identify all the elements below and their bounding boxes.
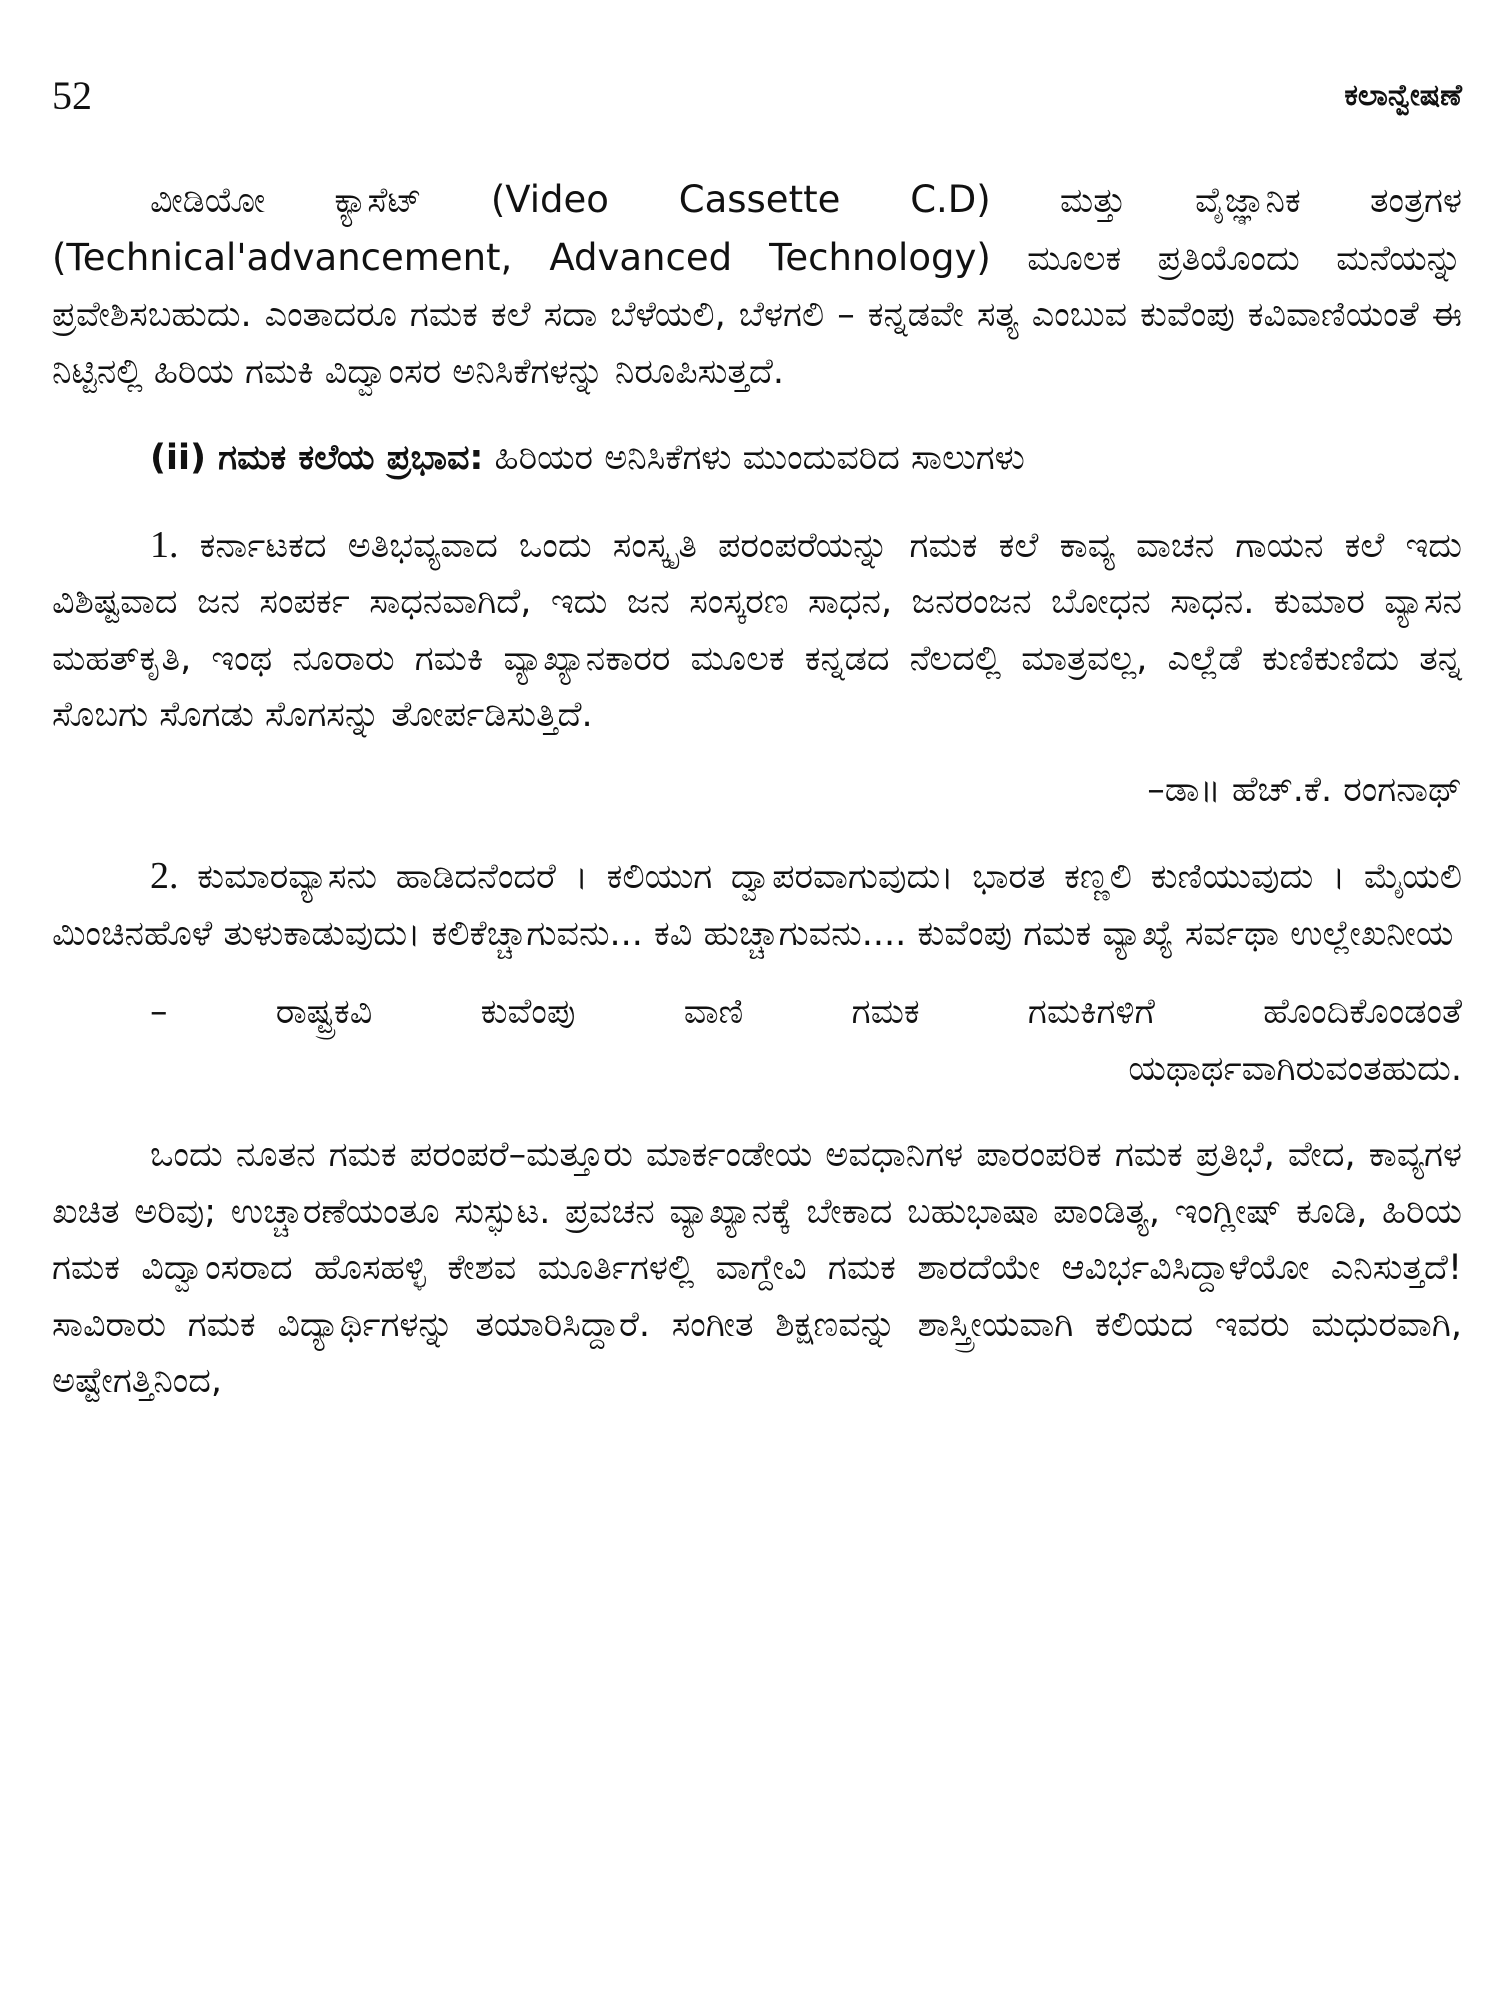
list-item-1-text: ಕರ್ನಾಟಕದ ಅತಿಭವ್ಯವಾದ ಒಂದು ಸಂಸ್ಕೃತಿ ಪರಂಪರೆಯನ್ನು ಗಮಕ ಕಲೆ ಕಾವ್ಯ ವಾಚನ ಗಾಯನ ಕಲೆ ಇದು ವಿಶಿಷ್ಟವಾದ ಜನ ಸಂಪರ್ಕ ಸಾಧನವಾಗಿದೆ, ಇದು ಜನ ಸಂಸ್ಕರಣ ಸಾಧನ, ಜನರಂಜನ ಬೋಧನ ಸಾಧನ. ಕುಮಾರ ವ್ಯಾಸನ ಮಹತ್‌ಕೃತಿ, ಇಂಥ ನೂರಾರು ಗಮಕಿ ವ್ಯಾಖ್ಯಾನಕಾರರ ಮೂಲಕ ಕನ್ನಡದ ನೆಲದಲ್ಲಿ ಮಾತ್ರವಲ್ಲ, ಎಲ್ಲೆಡೆ ಕುಣಿಕುಣಿದು ತನ್ನ ಸೊಬಗು ಸೊಗಡು ಸೊಗಸನ್ನು ತೋರ್ಪಡಿಸುತ್ತಿದೆ. — [52, 525, 1462, 735]
list-item-2-attribution-line-2: ಯಥಾರ್ಥವಾಗಿರುವಂತಹುದು. — [1128, 1048, 1462, 1089]
paragraph-intro — [52, 172, 1462, 400]
list-item-1-attribution: –ಡಾ॥ ಹೆಚ್.ಕೆ. ರಂಗನಾಥ್ — [1147, 769, 1462, 810]
paragraph-intro-latin-2: (Technical'advancement, Advanced Technology) — [52, 235, 991, 279]
list-item-2-attribution — [52, 984, 1462, 1097]
paragraph-intro-mid: ಮತ್ತು ವೈಜ್ಞಾನಿಕ ತಂತ್ರಗಳ — [990, 181, 1462, 221]
page-number: 52 — [52, 73, 92, 118]
list-item-2-number: 2. — [150, 855, 179, 897]
section-paragraph — [52, 430, 1462, 487]
list-item-2-attribution-line-1: – ರಾಷ್ಟ್ರಕವಿ ಕುವೆಂಪು ವಾಣಿ ಗಮಕ ಗಮಕಿಗಳಿಗೆ ಹೊಂದಿಕೊಂಡಂತೆ — [150, 992, 1462, 1032]
section-text: ಹಿರಿಯರ ಅನಿಸಿಕೆಗಳು ಮುಂದುವರಿದ ಸಾಲುಗಳು — [483, 438, 1025, 478]
paragraph-intro-pre: ವೀಡಿಯೋ ಕ್ಯಾಸೆಟ್ — [150, 181, 491, 221]
list-item-2-text: ಕುಮಾರವ್ಯಾಸನು ಹಾಡಿದನೆಂದರೆ । ಕಲಿಯುಗ ದ್ವಾಪರವಾಗುವುದು। ಭಾರತ ಕಣ್ಣಲಿ ಕುಣಿಯುವುದು । ಮೈಯಲಿ ಮಿಂಚಿನಹೊಳೆ ತುಳುಕಾಡುವುದು। ಕಲಿಕೆಚ್ಚಾಗುವನು... ಕವಿ ಹುಚ್ಚಾಗುವನು.... ಕುವೆಂಪು ಗಮಕ ವ್ಯಾಖ್ಯೆ ಸರ್ವಥಾ ಉಲ್ಲೇಖನೀಯ — [52, 857, 1462, 954]
paragraph-intro-post: ಮೂಲಕ ಪ್ರತಿಯೊಂದು ಮನೆಯನ್ನು ಪ್ರವೇಶಿಸಬಹುದು. ಎಂತಾದರೂ ಗಮಕ ಕಲೆ ಸದಾ ಬೆಳೆಯಲಿ, ಬೆಳಗಲಿ – ಕನ್ನಡವೇ ಸತ್ಯ ಎಂಬುವ ಕುವೆಂಪು ಕವಿವಾಣಿಯಂತೆ ಈ ನಿಟ್ಟಿನಲ್ಲಿ ಹಿರಿಯ ಗಮಕಿ ವಿದ್ವಾಂಸರ ಅನಿಸಿಕೆಗಳನ್ನು ನಿರೂಪಿಸುತ್ತದೆ. — [52, 238, 1462, 392]
section-heading: (ii) ಗಮಕ ಕಲೆಯ ಪ್ರಭಾವ: — [150, 438, 484, 478]
list-item-1-number: 1. — [150, 523, 179, 566]
list-item-2 — [52, 848, 1462, 962]
list-item-1 — [52, 517, 1462, 744]
running-title: ಕಲಾನ್ವೇಷಣೆ — [1344, 78, 1462, 113]
paragraph-closing: ಒಂದು ನೂತನ ಗಮಕ ಪರಂಪರೆ–ಮತ್ತೂರು ಮಾರ್ಕಂಡೇಯ ಅವಧಾನಿಗಳ ಪಾರಂಪರಿಕ ಗಮಕ ಪ್ರತಿಭೆ, ವೇದ, ಕಾವ್ಯಗಳ ಖಚಿತ ಅರಿವು; ಉಚ್ಚಾರಣೆಯಂತೂ ಸುಸ್ಫುಟ. ಪ್ರವಚನ ವ್ಯಾಖ್ಯಾನಕ್ಕೆ ಬೇಕಾದ ಬಹುಭಾಷಾ ಪಾಂಡಿತ್ಯ, ಇಂಗ್ಲೀಷ್ ಕೂಡಿ, ಹಿರಿಯ ಗಮಕ ವಿದ್ವಾಂಸರಾದ ಹೊಸಹಳ್ಳಿ ಕೇಶವ ಮೂರ್ತಿಗಳಲ್ಲಿ ವಾಗ್ದೇವಿ ಗಮಕ ಶಾರದೆಯೇ ಆವಿರ್ಭವಿಸಿದ್ದಾಳೆಯೋ ಎನಿಸುತ್ತದೆ! ಸಾವಿರಾರು ಗಮಕ ವಿದ್ಯಾರ್ಥಿಗಳನ್ನು ತಯಾರಿಸಿದ್ದಾರೆ. ಸಂಗೀತ ಶಿಕ್ಷಣವನ್ನು ಶಾಸ್ತ್ರೀಯವಾಗಿ ಕಲಿಯದ ಇವರು ಮಧುರವಾಗಿ, ಅಷ್ಟೇಗತ್ತಿನಿಂದ, — [52, 1135, 1462, 1401]
paragraph-intro-latin-1: (Video Cassette C.D) — [490, 178, 991, 221]
page-body — [52, 172, 1462, 1410]
